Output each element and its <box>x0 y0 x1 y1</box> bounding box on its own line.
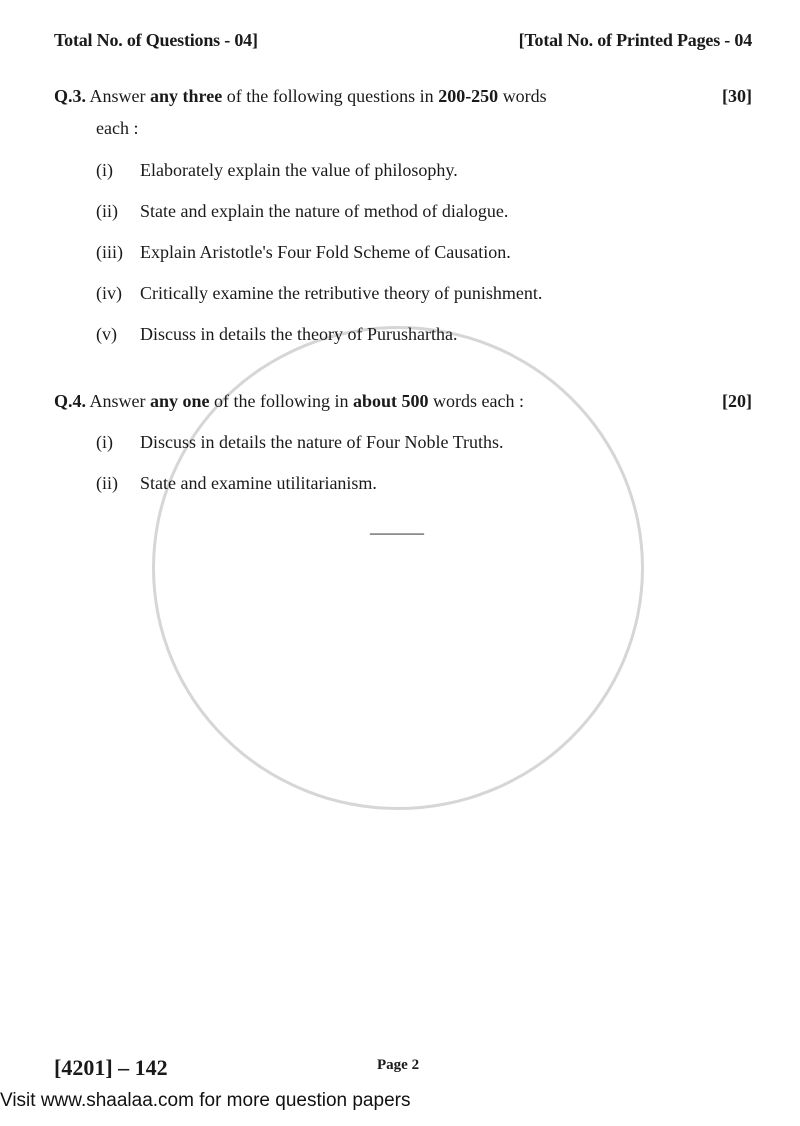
item-number: (ii) <box>96 201 118 221</box>
total-questions: Total No. of Questions - 04] <box>54 30 258 50</box>
item-number: (iii) <box>96 242 123 262</box>
item-number: (iv) <box>96 283 122 303</box>
q3-number: Q.3. <box>54 86 87 106</box>
item-text: Discuss in details the theory of Purushartha. <box>140 324 458 344</box>
item-number: (v) <box>96 324 117 344</box>
page-number: Page 2 <box>377 1057 420 1073</box>
q3-marks: [30] <box>722 86 752 106</box>
q4-prompt <box>54 391 524 412</box>
q3-word-limit: 200-250 <box>438 86 499 106</box>
q3-text: Answer <box>89 86 151 106</box>
q3-item <box>96 324 457 345</box>
q3-prompt <box>54 86 547 107</box>
total-pages: [Total No. of Printed Pages - 04 <box>518 30 752 50</box>
end-rule: ______ <box>370 516 424 536</box>
item-text: Elaborately explain the value of philosophy. <box>140 160 458 180</box>
q3-item <box>96 242 511 263</box>
q4-item <box>96 432 503 453</box>
item-number: (ii) <box>96 473 118 493</box>
q4-emphasis: any one <box>150 391 210 411</box>
q3-continuation: each : <box>96 118 139 138</box>
q4-word-limit: about 500 <box>353 391 429 411</box>
item-text: State and examine utilitarianism. <box>140 473 377 493</box>
item-number: (i) <box>96 160 113 180</box>
q3-item <box>96 160 458 181</box>
q3-text: words <box>498 86 547 106</box>
paper-code: [4201] – 142 <box>54 1055 168 1080</box>
item-number: (i) <box>96 432 113 452</box>
q3-item <box>96 283 542 304</box>
footer-banner: Visit www.shaalaa.com for more question papers <box>0 1090 411 1111</box>
item-text: State and explain the nature of method of dialogue. <box>140 201 509 221</box>
q4-text: Answer <box>89 391 151 411</box>
item-text: Critically examine the retributive theory of punishment. <box>140 283 543 303</box>
q4-text: of the following in <box>209 391 354 411</box>
q3-text: of the following questions in <box>222 86 439 106</box>
q4-number: Q.4. <box>54 391 87 411</box>
q4-marks: [20] <box>722 391 752 411</box>
q4-item <box>96 473 377 494</box>
q3-emphasis: any three <box>150 86 223 106</box>
item-text: Explain Aristotle's Four Fold Scheme of Causation. <box>140 242 511 262</box>
q4-text: words each : <box>428 391 525 411</box>
item-text: Discuss in details the nature of Four Noble Truths. <box>140 432 504 452</box>
q3-item <box>96 201 508 222</box>
